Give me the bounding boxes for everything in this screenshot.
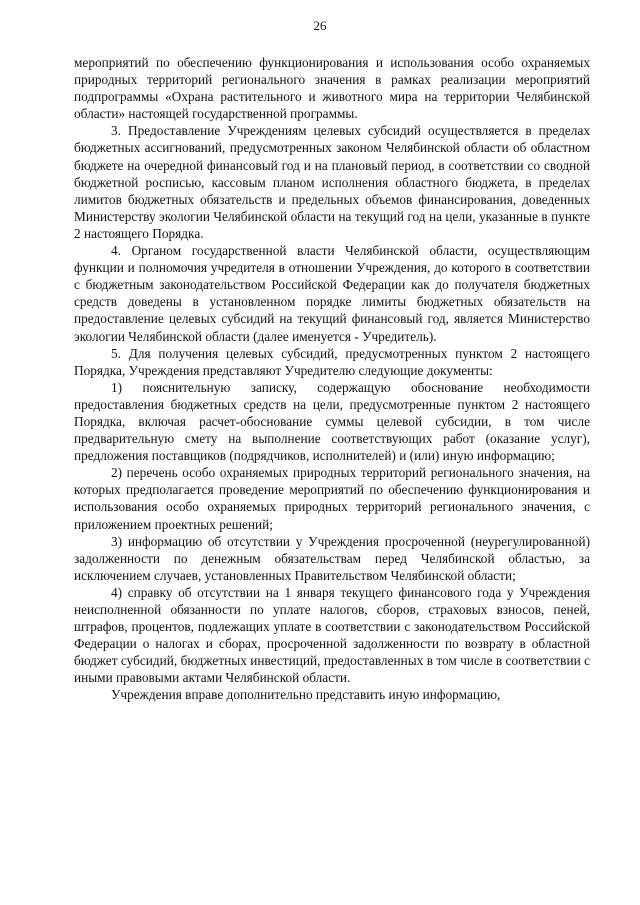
paragraph-additional-info: Учреждения вправе дополнительно представить иную информацию, — [111, 687, 501, 703]
paragraph-continuation: мероприятий по обеспечению функционирования и использования особо охраняемых природных территорий регионального значения в рамках реализации мероприятий подпрограммы «Охрана растительного и животного мира на территории Челябинской области» настоящей государственной программы. — [74, 55, 590, 122]
subitem-4: 4) справку об отсутствии на 1 января текущего финансового года у Учреждения неисполненной обязанности по уплате налогов, сборов, страховых взносов, пеней, штрафов, процентов, подлежащих уплате в соответствии с законодательством Российской Федерации о налогах и сборах, просроченной задолженности по возврату в областной бюджет субсидий, бюджетных инвестиций, предоставленных в том числе в соответствии с иными правовыми актами Челябинской области. — [74, 584, 590, 686]
paragraph-item-3: 3. Предоставление Учреждениям целевых субсидий осуществляется в пределах бюджетных ассигнований, предусмотренных законом Челябинской области об областном бюджете на очередной финансовый год и на плановый период, в соответствии со сводной бюджетной росписью, кассовым планом исполнения областного бюджета, в пределах лимитов бюджетных обязательств и предельных объемов финансирования, доведенных Министерству экологии Челябинской области на текущий год на цели, указанные в пункте 2 настоящего Порядка. — [74, 123, 590, 241]
page-number: 26 — [313, 18, 327, 33]
document-body — [74, 54, 590, 704]
paragraph-item-5: 5. Для получения целевых субсидий, предусмотренных пунктом 2 настоящего Порядка, Учреждения представляют Учредителю следующие документы: — [74, 345, 590, 378]
subitem-2: 2) перечень особо охраняемых природных территорий регионального значения, на которых предполагается проведение мероприятий по обеспечению функционирования и использования особо охраняемых природных территорий регионального значения, с приложением проектных решений; — [74, 465, 590, 532]
paragraph-item-4: 4. Органом государственной власти Челябинской области, осуществляющим функции и полномочия учредителя в отношении Учреждения, до которого в соответствии с бюджетным законодательством Российской Федерации как до получателя бюджетных средств доведены в установленном порядке лимиты бюджетных обязательств на предоставление целевых субсидий на текущий финансовый год, является Министерство экологии Челябинской области (далее именуется - Учредитель). — [74, 243, 590, 344]
subitem-3: 3) информацию об отсутствии у Учреждения просроченной (неурегулированной) задолженности по денежным обязательствам перед Челябинской областью, за исключением случаев, установленных Правительством Челябинской области; — [74, 533, 590, 583]
subitem-1: 1) пояснительную записку, содержащую обоснование необходимости предоставления бюджетных средств на цели, предусмотренные пунктом 2 настоящего Порядка, включая расчет-обоснование суммы целевой субсидии, в том числе предварительную смету на выполнение соответствующих работ (оказание услуг), предложения поставщиков (подрядчиков, исполнителей) и (или) иную информацию; — [74, 379, 590, 464]
